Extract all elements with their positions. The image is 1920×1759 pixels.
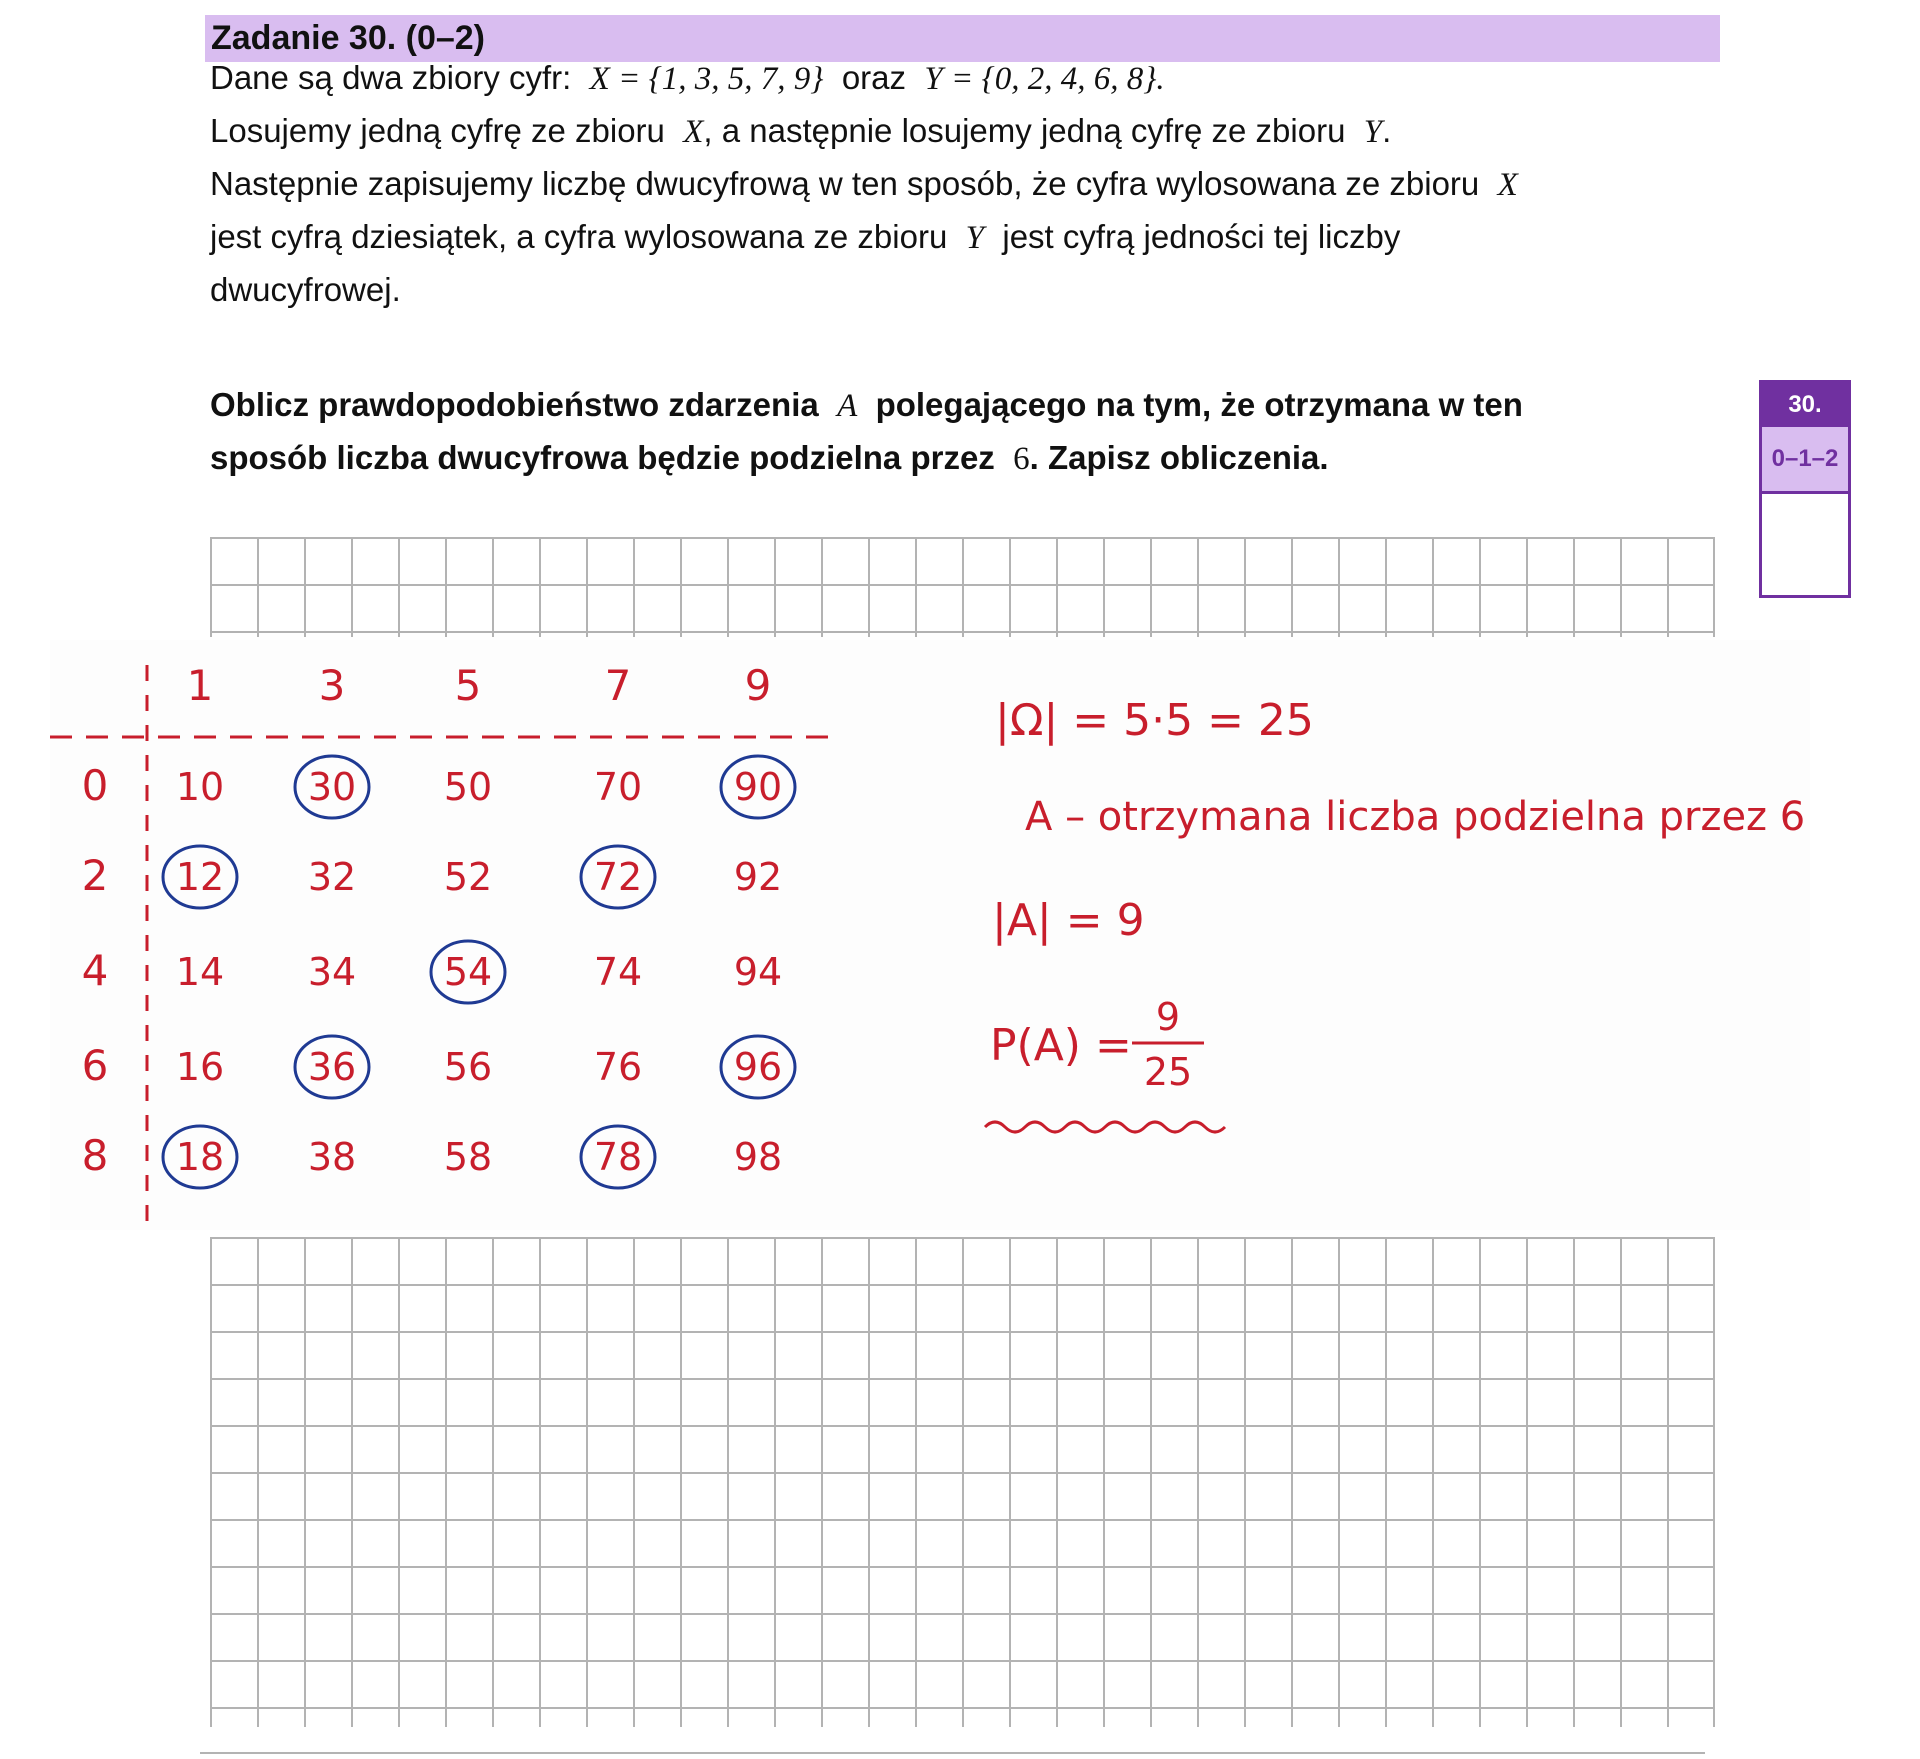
column-header-x: 5 [454, 661, 482, 710]
column-header-x: 9 [744, 661, 772, 710]
event-definition: A – otrzymana liczba podzielna przez 6 [1025, 794, 1806, 840]
answer-grid-bottom [210, 1237, 1715, 1727]
table-cell: 58 [443, 1135, 493, 1179]
table-cell: 14 [175, 950, 225, 994]
table-cell-circled: 90 [733, 765, 783, 809]
set-y: Y = {0, 2, 4, 6, 8}. [924, 61, 1165, 97]
score-range: 0–1–2 [1762, 427, 1848, 494]
table-cell: 52 [443, 855, 493, 899]
table-cell: 76 [593, 1045, 643, 1089]
task-line-3 [210, 164, 1518, 205]
var-y: Y [965, 220, 985, 256]
table-cell: 94 [733, 950, 783, 994]
task-line-2 [210, 111, 1391, 152]
var-y: Y [1363, 114, 1383, 150]
table-cell: 74 [593, 950, 643, 994]
task-line-1 [210, 58, 1165, 99]
var-a: A [837, 388, 858, 424]
question-text: polegającego na tym, że otrzymana w ten [875, 386, 1523, 423]
table-cell-circled: 36 [307, 1045, 357, 1089]
table-cell: 34 [307, 950, 357, 994]
row-header-y: 0 [81, 761, 109, 810]
question-line-2 [210, 438, 1329, 479]
set-x: X = {1, 3, 5, 7, 9} [589, 61, 824, 97]
table-cell-circled: 30 [307, 765, 357, 809]
event-count: |A| = 9 [992, 895, 1145, 946]
question-line-1 [210, 385, 1523, 426]
task-text: Losujemy jedną cyfrę ze zbioru [210, 112, 665, 149]
question-text: sposób liczba dwucyfrowa będzie podzielna przez [210, 439, 995, 476]
table-cell-circled: 78 [593, 1135, 643, 1179]
answer-grid-top [210, 537, 1715, 637]
row-header-y: 4 [81, 946, 109, 995]
grid-tail [200, 1752, 1705, 1759]
answer-underline [985, 1122, 1225, 1132]
handwritten-solution [50, 640, 1810, 1230]
task-text: Dane są dwa zbiory cyfr: [210, 59, 572, 96]
task-text: oraz [841, 59, 907, 96]
table-cell: 56 [443, 1045, 493, 1089]
omega-calc: |Ω| = 5·5 = 25 [995, 695, 1314, 746]
table-cell: 70 [593, 765, 643, 809]
table-cell: 32 [307, 855, 357, 899]
task-line-4 [210, 217, 1400, 258]
row-header-y: 6 [81, 1041, 109, 1090]
score-box [1759, 380, 1851, 598]
var-x: X [683, 114, 704, 150]
var-x: X [1497, 167, 1518, 203]
table-cell: 16 [175, 1045, 225, 1089]
task-text: jest cyfrą dziesiątek, a cyfra wylosowana ze zbioru [210, 218, 948, 255]
table-cell-circled: 18 [175, 1135, 225, 1179]
score-entry-field[interactable] [1762, 494, 1848, 594]
score-task-number: 30. [1762, 383, 1848, 427]
task-text: Następnie zapisujemy liczbę dwucyfrową w ten sposób, że cyfra wylosowana ze zbioru [210, 165, 1480, 202]
column-header-x: 7 [604, 661, 632, 710]
divisor: 6 [1013, 441, 1030, 477]
task-header: Zadanie 30. (0–2) [205, 15, 1720, 62]
task-text: jest cyfrą jedności tej liczby [1002, 218, 1401, 255]
table-cell-circled: 54 [443, 950, 493, 994]
probability-label: P(A) = [990, 1020, 1132, 1071]
row-header-y: 8 [81, 1131, 109, 1180]
table-cell-circled: 12 [175, 855, 225, 899]
probability-numerator: 9 [1155, 995, 1181, 1039]
probability-denominator: 25 [1143, 1050, 1193, 1094]
handwriting-svg [50, 640, 1810, 1230]
column-header-x: 3 [318, 661, 346, 710]
table-cell: 50 [443, 765, 493, 809]
outcome-table [82, 661, 795, 1188]
question-text: Oblicz prawdopodobieństwo zdarzenia [210, 386, 819, 423]
question-text: . Zapisz obliczenia. [1029, 439, 1329, 476]
row-header-y: 2 [81, 851, 109, 900]
table-cell: 98 [733, 1135, 783, 1179]
table-cell: 38 [307, 1135, 357, 1179]
task-text: , a następnie losujemy jedną cyfrę ze zbioru [703, 112, 1346, 149]
task-line-5: dwucyfrowej. [210, 271, 401, 308]
table-cell: 92 [733, 855, 783, 899]
table-cell-circled: 96 [733, 1045, 783, 1089]
table-cell-circled: 72 [593, 855, 643, 899]
column-header-x: 1 [186, 661, 214, 710]
task-text: . [1382, 112, 1392, 149]
table-cell: 10 [175, 765, 225, 809]
